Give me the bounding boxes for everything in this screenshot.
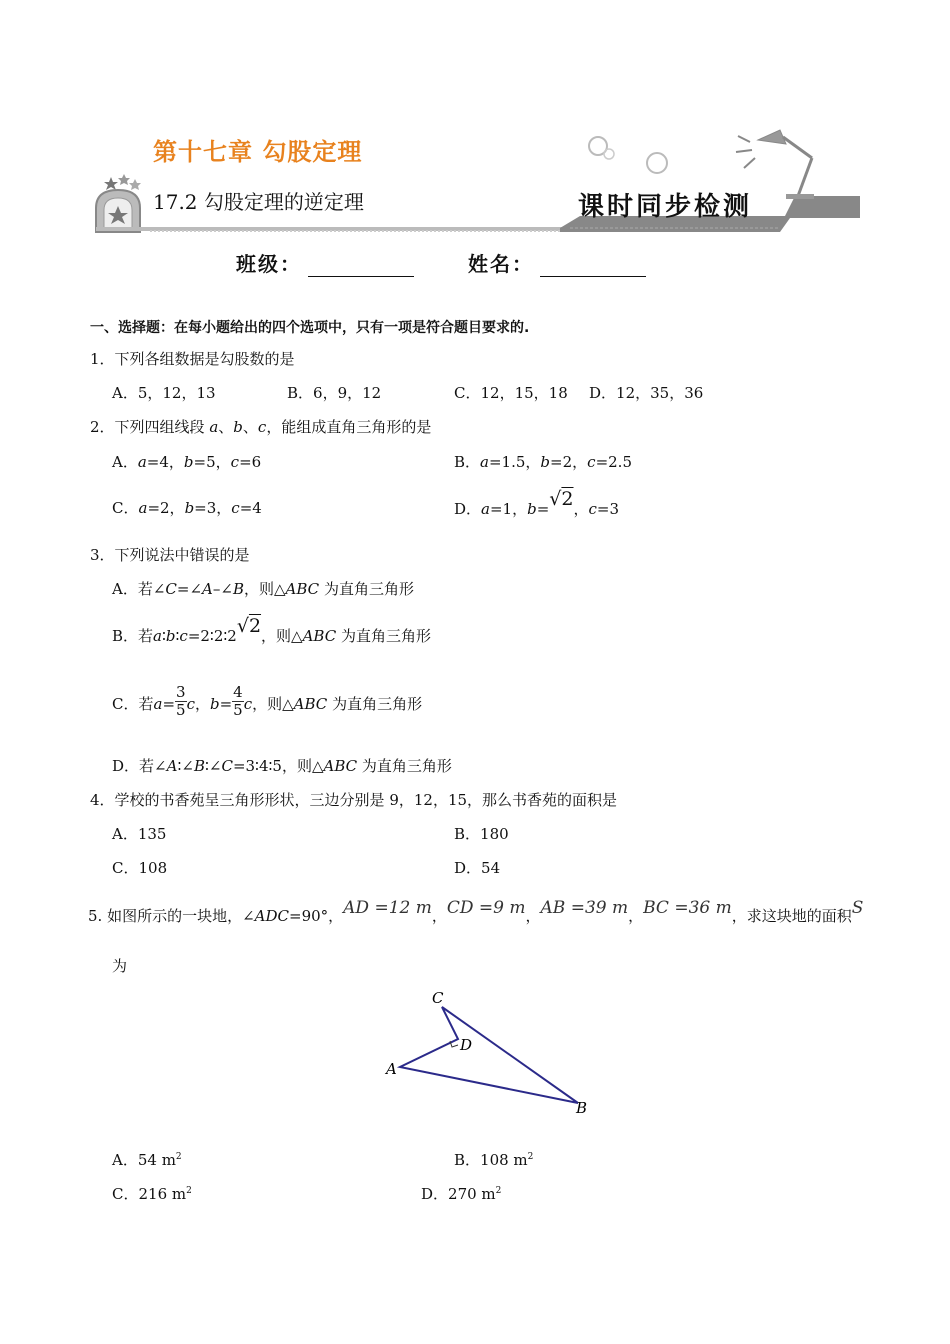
q2-option-a[interactable]: A．a=4，b=5，c=6 [112, 453, 262, 471]
q1-stem: 1．下列各组数据是勾股数的是 [90, 350, 295, 368]
q1-option-a[interactable]: A．5，12，13 [112, 384, 216, 402]
q5-option-a[interactable]: A．54 $m^2$ [112, 1151, 182, 1169]
star-icon [104, 177, 118, 190]
q2-option-b[interactable]: B．a=1.5，b=2，c=2.5 [454, 453, 632, 471]
q4-option-c[interactable]: C．108 [112, 859, 168, 877]
name-blank[interactable] [540, 256, 646, 277]
q5-s: S [851, 898, 864, 918]
section-heading: 一、选择题：在每小题给出的四个选项中，只有一项是符合题目要求的. [90, 320, 530, 336]
q1-option-d[interactable]: D．12，35，36 [589, 384, 704, 402]
vertex-label-a: A [386, 1060, 397, 1078]
q5-figure-shape [400, 1007, 578, 1103]
star-icon [129, 179, 141, 190]
q5-figure [380, 985, 600, 1120]
q3-stem: 3．下列说法中错误的是 [90, 546, 250, 564]
q2-stem-suffix: ，能组成直角三角形的是 [266, 418, 432, 436]
q2-stem: 2．下列四组线段 a、b、c，能组成直角三角形的是 [90, 418, 432, 436]
q5-bc: BC =36 m [643, 898, 732, 918]
q2-option-c[interactable]: C．a=2，b=3，c=4 [112, 499, 262, 517]
q4-option-b[interactable]: B．180 [454, 825, 509, 843]
class-label: 班级： [236, 252, 302, 276]
section-title: 17.2 勾股定理的逆定理 [153, 190, 364, 214]
q3-option-d[interactable]: D．若∠A∶∠B∶∠C=3∶4∶5，则△ABC 为直角三角形 [112, 757, 452, 775]
q5-option-c[interactable]: C．216 $m^2$ [112, 1185, 192, 1203]
q4-option-a[interactable]: A．135 [112, 825, 167, 843]
q5-stem-end: 为 [112, 957, 128, 975]
star-icon [118, 174, 130, 185]
q5-ab: AB =39 m [540, 898, 629, 918]
bubble-icon [647, 153, 667, 173]
q1-option-c[interactable]: C．12，15，18 [454, 384, 568, 402]
class-blank[interactable] [308, 256, 414, 277]
q5-option-b[interactable]: B．108 $m^2$ [454, 1151, 534, 1169]
vertex-label-b: B [576, 1099, 588, 1117]
name-label: 姓名： [468, 252, 534, 276]
q5-option-d[interactable]: D．270 $m^2$ [421, 1185, 502, 1203]
q5-stem: 5. 如图所示的一块地，∠ADC=90°，AD =12 m，CD =9 m，AB =39 m，BC =36 m，求这块地的面积S [88, 898, 864, 925]
q4-stem: 4．学校的书香苑呈三角形形状，三边分别是 9，12，15，那么书香苑的面积是 [90, 791, 618, 809]
name-field[interactable] [468, 248, 646, 277]
chapter-title: 第十七章 勾股定理 [153, 138, 363, 166]
vertex-label-d: D [460, 1036, 473, 1054]
class-field[interactable] [236, 248, 414, 277]
q2-stem-prefix: 2．下列四组线段 [90, 418, 210, 436]
bubble-icon [604, 149, 614, 159]
q5-ad: AD =12 m [343, 898, 432, 918]
q3-option-c[interactable]: C．若a= $\frac{3}{5}$ c，b= $\frac{4}{5}$ c，则△ABC 为直角三角形 [112, 682, 423, 719]
brand-title: 课时同步检测 [578, 192, 753, 222]
vertex-label-c: C [432, 989, 444, 1007]
q3-option-b[interactable]: B．若a∶b∶c=2∶2∶2√2，则△ABC 为直角三角形 [112, 615, 431, 645]
q3-option-a[interactable]: A．若∠C=∠A–∠B，则△ABC 为直角三角形 [112, 580, 414, 598]
q2-option-d[interactable]: D．a=1，b=√2，c=3 [454, 488, 620, 518]
q5-cd: CD =9 m [446, 898, 526, 918]
q1-option-b[interactable]: B．6，9，12 [287, 384, 382, 402]
q4-option-d[interactable]: D．54 [454, 859, 501, 877]
